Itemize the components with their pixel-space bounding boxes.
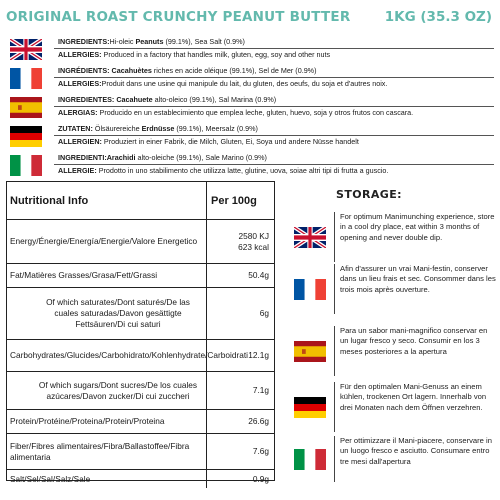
allergies-line bbox=[58, 137, 492, 147]
nutrition-header-value: Per 100g bbox=[211, 194, 257, 207]
nutrient-value bbox=[207, 372, 274, 409]
ingredients-line bbox=[58, 153, 492, 163]
nutrient-value-text: 6g bbox=[259, 308, 269, 318]
allergies-line bbox=[58, 50, 492, 60]
language-block bbox=[6, 123, 494, 151]
product-title: ORIGINAL ROAST CRUNCHY PEANUT BUTTER bbox=[6, 9, 351, 25]
france-flag-icon bbox=[10, 68, 42, 89]
nutrient-value-kcal: 623 kcal bbox=[238, 241, 269, 252]
nutrient-value-group bbox=[238, 231, 269, 253]
nutrient-value-text: 7.6g bbox=[252, 446, 269, 456]
nutrition-row bbox=[7, 372, 274, 410]
nutrient-name: Salt/Sel/Sal/Salz/Sale bbox=[7, 470, 207, 488]
nutrient-value-text: 50.4g bbox=[248, 270, 269, 280]
italy-flag-icon bbox=[10, 155, 42, 176]
nutrient-name: Fat/Matières Grasses/Grasa/Fett/Grassi bbox=[7, 264, 207, 287]
language-block bbox=[6, 94, 494, 122]
ingredients-line bbox=[58, 95, 492, 105]
divider bbox=[334, 212, 335, 262]
ingredients-key: Arachidi bbox=[106, 153, 136, 162]
nutrient-name: Energy/Énergie/Energía/Energie/Valore Energetico bbox=[7, 220, 207, 263]
nutrient-value bbox=[207, 220, 274, 263]
allergies-text: Produziert in einer Fabrik, die Milch, Gluten, Ei, Soya und andere Nüsse handelt bbox=[101, 137, 359, 146]
allergies-text: Produit dans une usine qui manipule du lait, du gluten, des oeufs, du soja et d'autres noix. bbox=[101, 79, 388, 88]
ingredients-key: Cacahuete bbox=[116, 95, 153, 104]
storage-item bbox=[284, 264, 496, 314]
product-weight: 1KG (35.3 OZ) bbox=[384, 9, 492, 25]
ingredients-rest: (99.1%), Sea Salt (0.9%) bbox=[163, 37, 245, 46]
nutrient-value bbox=[207, 264, 274, 287]
ingredients-rest: alto-oleico (99.1%), Sal Marina (0.9%) bbox=[152, 95, 277, 104]
ingredients-key: Erdnüsse bbox=[141, 124, 175, 133]
nutrient-value-kj: 2580 KJ bbox=[238, 230, 269, 241]
ingredients-label: INGRÉDIENTS: bbox=[58, 66, 110, 75]
nutrient-value-text: 0.9g bbox=[252, 473, 269, 484]
language-text bbox=[58, 95, 492, 118]
language-block bbox=[6, 152, 494, 180]
language-block bbox=[6, 36, 494, 64]
allergies-text: Prodotto in uno stabilimento che utilizza latte, glutine, uova, soiae altri tipi di frutta a guscio. bbox=[96, 166, 389, 175]
storage-item bbox=[284, 212, 496, 262]
language-text bbox=[58, 66, 492, 89]
allergies-label: ALERGIAS: bbox=[58, 108, 98, 117]
nutrient-name: Carbohydrates/Glucides/Carbohidrato/Kohlenhydrate/Carboidrati bbox=[7, 340, 207, 371]
ingredients-rest: alto-oleiche (99.1%), Sale Marino (0.9%) bbox=[135, 153, 267, 162]
storage-text: Per ottimizzare il Mani-piacere, conservare in un luogo fresco e asciutto. Consumare entro tre mesi dall'apertura bbox=[340, 436, 492, 466]
spain-flag-icon bbox=[10, 97, 42, 118]
nutrient-name: Fiber/Fibres alimentaires/Fibra/Ballastoffee/Fibra alimentaria bbox=[7, 434, 207, 469]
ingredients-rest: (99.1%), Meersalz (0.9%) bbox=[174, 124, 258, 133]
nutrient-value bbox=[207, 470, 274, 488]
nutrient-value bbox=[207, 410, 274, 433]
germany-flag-icon bbox=[294, 397, 326, 418]
allergies-line bbox=[58, 79, 492, 89]
nutrient-value-text: 7.1g bbox=[252, 385, 269, 395]
nutrient-value bbox=[207, 340, 274, 371]
italy-flag-icon bbox=[294, 449, 326, 470]
allergies-line bbox=[58, 166, 492, 176]
nutrient-value-text: 12.1g bbox=[248, 350, 269, 360]
divider bbox=[334, 436, 335, 482]
storage-title: STORAGE: bbox=[336, 188, 402, 201]
allergies-label: ALLERGIES: bbox=[58, 79, 102, 88]
storage-item bbox=[284, 436, 496, 482]
nutrient-name: Protein/Protéine/Proteina/Protein/Proteina bbox=[7, 410, 207, 433]
language-block bbox=[6, 65, 494, 93]
ingredients-label: INGREDIENTI: bbox=[58, 153, 107, 162]
storage-text: Afin d'assurer un vrai Mani-festin, conserver dans un lieu frais et sec. Consommer dans les trois mois après ouverture. bbox=[340, 264, 496, 294]
language-text bbox=[58, 124, 492, 147]
nutrition-row bbox=[7, 410, 274, 434]
nutrition-table bbox=[6, 181, 275, 484]
germany-flag-icon bbox=[10, 126, 42, 147]
uk-flag-icon bbox=[294, 227, 326, 248]
nutrient-value bbox=[207, 434, 274, 469]
nutrition-header-label: Nutritional Info bbox=[7, 182, 207, 219]
nutrition-row bbox=[7, 340, 274, 372]
ingredients-label: INGREDIENTES: bbox=[58, 95, 115, 104]
ingredients-key: Peanuts bbox=[135, 37, 164, 46]
ingredients-pre: Hi-oleic bbox=[109, 37, 136, 46]
nutrition-row bbox=[7, 264, 274, 288]
nutrition-row bbox=[7, 434, 274, 470]
storage-text: Para un sabor mani-magnifico conservar en un lugar fresco y seco. Consumir en los 3 meses posteriores a la apertura bbox=[340, 326, 488, 356]
ingredients-label: ZUTATEN: bbox=[58, 124, 93, 133]
nutrient-name: Of which sugars/Dont sucres/De los cuales azúcares/Davon zucker/Di cui zuccheri bbox=[7, 372, 207, 409]
nutrient-value bbox=[207, 288, 274, 339]
nutrition-row bbox=[7, 288, 274, 340]
nutrition-header-row bbox=[7, 182, 274, 220]
divider bbox=[334, 326, 335, 376]
ingredients-line bbox=[58, 124, 492, 134]
allergies-label: ALLERGIES: bbox=[58, 50, 102, 59]
uk-flag-icon bbox=[10, 39, 42, 60]
storage-item bbox=[284, 326, 496, 376]
storage-text: Für den optimalen Mani-Genuss an einem kühlen, trockenen Ort lagern. Innerhalb von drei Monaten nach dem Öffnen verzehren. bbox=[340, 382, 487, 412]
storage-text: For optimum Manimunching experience, store in a cool dry place, eat within 3 months of opening and never double dip. bbox=[340, 212, 495, 242]
storage-item bbox=[284, 382, 496, 432]
allergies-text: Producido en un establecimiento que emplea leche, gluten, huevo, soja y otros frutos con cascara. bbox=[97, 108, 414, 117]
ingredients-line bbox=[58, 66, 492, 76]
ingredients-pre: Ölsäurereiche bbox=[92, 124, 142, 133]
nutrient-value-text: 26.6g bbox=[248, 416, 269, 426]
allergies-label: ALLERGIEN: bbox=[58, 137, 102, 146]
language-text bbox=[58, 37, 492, 60]
ingredients-label: INGREDIENTS: bbox=[58, 37, 110, 46]
allergies-text: Produced in a factory that handles milk, gluten, egg, soy and other nuts bbox=[101, 50, 331, 59]
nutrition-row bbox=[7, 470, 274, 488]
allergies-label: ALLERGIE: bbox=[58, 166, 97, 175]
nutrient-name: Of which saturates/Dont saturés/De las cuales saturadas/Davon gesättigte Fettsäuren/Di cui saturi bbox=[7, 288, 207, 339]
france-flag-icon bbox=[294, 279, 326, 300]
divider bbox=[334, 382, 335, 432]
divider bbox=[334, 264, 335, 314]
ingredients-rest: riches en acide oléique (99.1%), Sel de Mer (0.9%) bbox=[151, 66, 317, 75]
ingredients-line bbox=[58, 37, 492, 47]
spain-flag-icon bbox=[294, 341, 326, 362]
language-text bbox=[58, 153, 492, 176]
allergies-line bbox=[58, 108, 492, 118]
ingredients-key: Cacahuètes bbox=[111, 66, 152, 75]
nutrition-row bbox=[7, 220, 274, 264]
